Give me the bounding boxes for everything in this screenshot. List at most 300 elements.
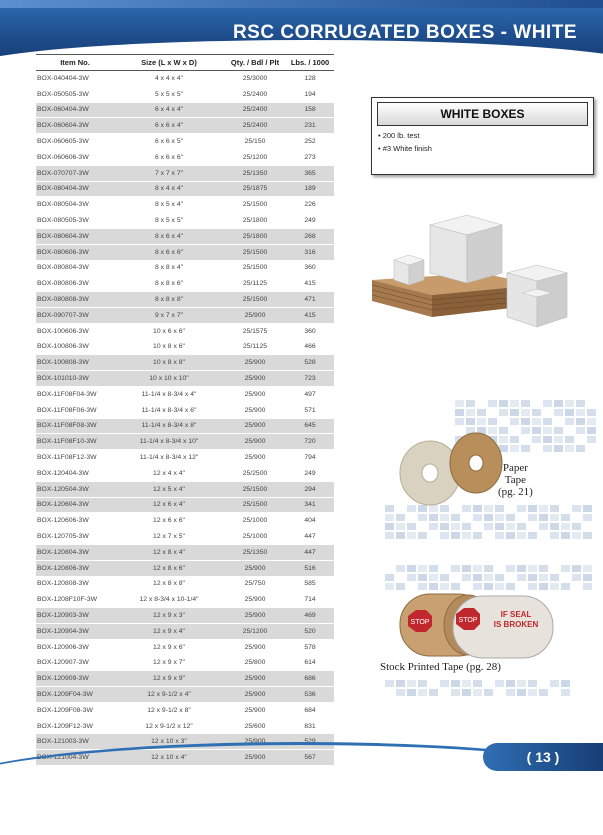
cell-size: 5 x 5 x 5" <box>114 86 224 102</box>
cell-qty: 25/1125 <box>224 339 286 355</box>
mosaic-tile <box>385 523 394 530</box>
cell-qty: 25/900 <box>224 450 286 466</box>
product-table-wrap <box>36 54 334 766</box>
mosaic-tile <box>543 427 552 434</box>
cell-qty: 25/1500 <box>224 260 286 276</box>
product-table <box>36 54 334 766</box>
cell-item-no: BOX-100606-3W <box>36 323 114 339</box>
mosaic-tile <box>418 514 427 521</box>
cell-qty: 25/1500 <box>224 197 286 213</box>
cell-item-no: BOX-120904-3W <box>36 623 114 639</box>
mosaic-tile <box>554 445 563 452</box>
cell-qty: 25/1125 <box>224 276 286 292</box>
table-row <box>36 718 334 734</box>
mosaic-tile <box>572 505 581 512</box>
mosaic-tile <box>396 680 405 687</box>
mosaic-tile <box>517 689 526 696</box>
cell-item-no: BOX-1209F04-3W <box>36 687 114 703</box>
mosaic-tile <box>396 532 405 539</box>
mosaic-tile <box>539 505 548 512</box>
seal-text: IF SEAL <box>500 610 532 619</box>
cell-lbs: 415 <box>286 276 334 292</box>
mosaic-tile <box>583 583 592 590</box>
cell-lbs: 415 <box>286 307 334 323</box>
cell-lbs: 404 <box>286 513 334 529</box>
table-row <box>36 371 334 387</box>
cell-qty: 25/900 <box>224 418 286 434</box>
cell-item-no: BOX-060404-3W <box>36 102 114 118</box>
table-row <box>36 450 334 466</box>
mosaic-tile <box>466 409 475 416</box>
mosaic-tile <box>565 400 574 407</box>
mosaic-tile <box>451 532 460 539</box>
cell-item-no: BOX-11F08F12-3W <box>36 450 114 466</box>
cell-lbs: 831 <box>286 718 334 734</box>
cell-size: 10 x 8 x 6" <box>114 339 224 355</box>
mosaic-tile <box>587 436 596 443</box>
table-row <box>36 418 334 434</box>
mosaic-tile <box>517 574 526 581</box>
mosaic-tile <box>528 514 537 521</box>
cell-item-no: BOX-060605-3W <box>36 134 114 150</box>
seal-text: IS BROKEN <box>493 620 539 629</box>
mosaic-tile <box>510 409 519 416</box>
mosaic-tile <box>550 680 559 687</box>
mosaic-tile <box>407 689 416 696</box>
table-body <box>36 71 334 766</box>
mosaic-tile <box>521 409 530 416</box>
mosaic-tile <box>543 418 552 425</box>
mosaic-tile <box>572 523 581 530</box>
cell-item-no: BOX-100808-3W <box>36 355 114 371</box>
mosaic-tile <box>539 574 548 581</box>
cell-qty: 25/1000 <box>224 513 286 529</box>
cell-size: 12 x 10 x 3" <box>114 734 224 750</box>
mosaic-tile <box>451 680 460 687</box>
cell-item-no: BOX-1209F08-3W <box>36 702 114 718</box>
mosaic-tile <box>484 514 493 521</box>
cell-lbs: 516 <box>286 560 334 576</box>
mosaic-tile <box>385 514 394 521</box>
cell-item-no: BOX-1209F12-3W <box>36 718 114 734</box>
cell-lbs: 316 <box>286 244 334 260</box>
cell-qty: 25/750 <box>224 576 286 592</box>
caption-line: Paper <box>502 462 528 474</box>
mosaic-tile <box>565 418 574 425</box>
table-row <box>36 687 334 703</box>
mosaic-tile <box>451 689 460 696</box>
cell-size: 12 x 8 x 4" <box>114 544 224 560</box>
cell-qty: 25/1200 <box>224 623 286 639</box>
mosaic-tile <box>506 565 515 572</box>
cell-item-no: BOX-080604-3W <box>36 228 114 244</box>
table-row <box>36 165 334 181</box>
cell-size: 12 x 9 x 9" <box>114 671 224 687</box>
mosaic-tile <box>539 689 548 696</box>
mosaic-tile <box>488 400 497 407</box>
table-row <box>36 86 334 102</box>
table-row <box>36 307 334 323</box>
mosaic-tile <box>554 427 563 434</box>
table-row <box>36 497 334 513</box>
mosaic-tile <box>554 409 563 416</box>
mosaic-tile <box>583 505 592 512</box>
cell-item-no: BOX-080804-3W <box>36 260 114 276</box>
mosaic-tile <box>407 680 416 687</box>
infobox-bullet: • 200 lb. test <box>378 131 420 140</box>
mosaic-tile <box>506 514 515 521</box>
cell-item-no: BOX-120903-3W <box>36 608 114 624</box>
cell-lbs: 365 <box>286 165 334 181</box>
cell-qty: 25/2400 <box>224 118 286 134</box>
cell-item-no: BOX-120808-3W <box>36 576 114 592</box>
cell-size: 12 x 8-3/4 x 10-1/4" <box>114 592 224 608</box>
cell-lbs: 252 <box>286 134 334 150</box>
cell-item-no: BOX-11F08F10-3W <box>36 434 114 450</box>
cell-item-no: BOX-050505-3W <box>36 86 114 102</box>
cell-qty: 25/1500 <box>224 497 286 513</box>
mosaic-tile <box>587 418 596 425</box>
cell-size: 10 x 6 x 6" <box>114 323 224 339</box>
cell-size: 6 x 6 x 6" <box>114 149 224 165</box>
mosaic-tile <box>528 505 537 512</box>
table-row <box>36 197 334 213</box>
mosaic-tile <box>521 400 530 407</box>
cell-qty: 25/900 <box>224 355 286 371</box>
mosaic-tile <box>462 532 471 539</box>
cell-item-no: BOX-060606-3W <box>36 149 114 165</box>
mosaic-tile <box>506 680 515 687</box>
mosaic-tile <box>583 532 592 539</box>
mosaic-tile <box>418 565 427 572</box>
mosaic-tile <box>572 574 581 581</box>
cell-qty: 25/600 <box>224 718 286 734</box>
cell-size: 8 x 8 x 4" <box>114 260 224 276</box>
mosaic-tile <box>484 565 493 572</box>
mosaic-tile <box>440 532 449 539</box>
cell-size: 4 x 4 x 4" <box>114 71 224 87</box>
mosaic-tile <box>429 689 438 696</box>
cell-qty: 25/900 <box>224 402 286 418</box>
cell-size: 6 x 4 x 4" <box>114 102 224 118</box>
cell-qty: 25/1350 <box>224 165 286 181</box>
cell-qty: 25/900 <box>224 687 286 703</box>
mosaic-tile <box>528 532 537 539</box>
cell-lbs: 231 <box>286 118 334 134</box>
table-row <box>36 576 334 592</box>
mosaic-tile <box>418 532 427 539</box>
cell-qty: 25/150 <box>224 134 286 150</box>
mosaic-tile <box>576 409 585 416</box>
cell-lbs: 294 <box>286 481 334 497</box>
cell-size: 12 x 9 x 3" <box>114 608 224 624</box>
stock-tape-caption: Stock Printed Tape (pg. 28) <box>380 661 501 673</box>
mosaic-tile <box>576 418 585 425</box>
mosaic-tile <box>510 400 519 407</box>
mosaic-tile <box>418 574 427 581</box>
mosaic-tile <box>396 514 405 521</box>
cell-lbs: 720 <box>286 434 334 450</box>
mosaic-tile <box>528 574 537 581</box>
table-row <box>36 181 334 197</box>
table-row <box>36 608 334 624</box>
cell-qty: 25/900 <box>224 386 286 402</box>
cell-qty: 25/800 <box>224 655 286 671</box>
mosaic-tile <box>396 689 405 696</box>
mosaic-tile <box>565 445 574 452</box>
cell-item-no: BOX-060604-3W <box>36 118 114 134</box>
cell-qty: 25/900 <box>224 434 286 450</box>
cell-qty: 25/2500 <box>224 465 286 481</box>
mosaic-tile <box>484 523 493 530</box>
mosaic-tile <box>539 514 548 521</box>
cell-item-no: BOX-120504-3W <box>36 481 114 497</box>
infobox-list <box>378 131 593 153</box>
cell-item-no: BOX-120606-3W <box>36 513 114 529</box>
cell-lbs: 536 <box>286 687 334 703</box>
mosaic-tile <box>517 523 526 530</box>
page-title: RSC CORRUGATED BOXES - WHITE <box>232 22 577 43</box>
mosaic-tile <box>407 523 416 530</box>
mosaic-tile <box>495 680 504 687</box>
cell-size: 11-1/4 x 8-3/4 x 12" <box>114 450 224 466</box>
cell-item-no: BOX-120909-3W <box>36 671 114 687</box>
cell-item-no: BOX-120806-3W <box>36 560 114 576</box>
mosaic-tile <box>550 505 559 512</box>
mosaic-tile <box>484 689 493 696</box>
mosaic-tile <box>473 689 482 696</box>
mosaic-tile <box>473 532 482 539</box>
cell-item-no: BOX-101010-3W <box>36 371 114 387</box>
mosaic-tile <box>462 523 471 530</box>
table-row <box>36 339 334 355</box>
mosaic-tile <box>440 523 449 530</box>
cell-qty: 25/1500 <box>224 481 286 497</box>
infobox-bullet: • #3 White finish <box>378 144 432 153</box>
cell-size: 12 x 4 x 4" <box>114 465 224 481</box>
mosaic-tile <box>539 523 548 530</box>
mosaic-tile <box>385 532 394 539</box>
table-row <box>36 260 334 276</box>
table-row <box>36 244 334 260</box>
mosaic-tile <box>495 532 504 539</box>
stop-sign-text: STOP <box>458 617 478 624</box>
table-row <box>36 386 334 402</box>
mosaic-tile <box>462 574 471 581</box>
cell-lbs: 723 <box>286 371 334 387</box>
mosaic-tile <box>407 574 416 581</box>
caption-line: (pg. 21) <box>498 486 533 498</box>
mosaic-tile <box>429 514 438 521</box>
table-row <box>36 355 334 371</box>
mosaic-tile <box>473 574 482 581</box>
table-row <box>36 149 334 165</box>
mosaic-tile <box>532 436 541 443</box>
mosaic-tile <box>565 436 574 443</box>
mosaic-tile <box>396 565 405 572</box>
cell-size: 12 x 6 x 4" <box>114 497 224 513</box>
paper-tape-caption <box>498 462 533 498</box>
cell-size: 12 x 6 x 6" <box>114 513 224 529</box>
cell-qty: 25/900 <box>224 371 286 387</box>
cell-item-no: BOX-090707-3W <box>36 307 114 323</box>
cell-lbs: 686 <box>286 671 334 687</box>
mosaic-tile <box>528 680 537 687</box>
mosaic-tile <box>517 505 526 512</box>
mosaic-tile <box>462 689 471 696</box>
mosaic-tile <box>587 427 596 434</box>
table-row <box>36 134 334 150</box>
cell-lbs: 794 <box>286 450 334 466</box>
infobox-title: WHITE BOXES <box>377 102 588 126</box>
cell-size: 12 x 9-1/2 x 4" <box>114 687 224 703</box>
mosaic-tile <box>495 523 504 530</box>
table-row <box>36 592 334 608</box>
cell-size: 10 x 10 x 10" <box>114 371 224 387</box>
cell-lbs: 469 <box>286 608 334 624</box>
cell-lbs: 226 <box>286 197 334 213</box>
cell-item-no: BOX-080505-3W <box>36 213 114 229</box>
mosaic-tile <box>528 565 537 572</box>
cell-item-no: BOX-120906-3W <box>36 639 114 655</box>
mosaic-tile <box>473 565 482 572</box>
cell-item-no: BOX-11F08F04-3W <box>36 386 114 402</box>
cell-size: 6 x 6 x 5" <box>114 134 224 150</box>
mosaic-tile <box>532 418 541 425</box>
cell-item-no: BOX-11F08F08-3W <box>36 418 114 434</box>
mosaic-tile <box>477 409 486 416</box>
col-header-qty: Qty. / Bdl / Plt <box>224 55 286 71</box>
cell-lbs: 249 <box>286 465 334 481</box>
table-row <box>36 529 334 545</box>
mosaic-tile <box>561 689 570 696</box>
cell-lbs: 128 <box>286 71 334 87</box>
cell-lbs: 341 <box>286 497 334 513</box>
cell-size: 12 x 9-1/2 x 8" <box>114 702 224 718</box>
cell-lbs: 571 <box>286 402 334 418</box>
table-row <box>36 276 334 292</box>
mosaic-tile <box>517 680 526 687</box>
cell-item-no: BOX-080504-3W <box>36 197 114 213</box>
mosaic-tile <box>385 680 394 687</box>
cell-item-no: BOX-120404-3W <box>36 465 114 481</box>
cell-size: 11-1/4 x 8-3/4 x 4" <box>114 386 224 402</box>
cell-qty: 25/1500 <box>224 292 286 308</box>
table-row <box>36 623 334 639</box>
mosaic-tile <box>385 583 394 590</box>
mosaic-tile <box>583 574 592 581</box>
mosaic-tile <box>484 574 493 581</box>
cell-qty: 25/900 <box>224 608 286 624</box>
cell-size: 10 x 8 x 8" <box>114 355 224 371</box>
cell-size: 11-1/4 x 8-3/4 x 8" <box>114 418 224 434</box>
white-boxes-image <box>372 205 597 345</box>
cell-lbs: 360 <box>286 323 334 339</box>
cell-qty: 25/2400 <box>224 102 286 118</box>
cell-size: 8 x 4 x 4" <box>114 181 224 197</box>
mosaic-tile <box>576 400 585 407</box>
cell-item-no: BOX-040404-3W <box>36 71 114 87</box>
cell-lbs: 645 <box>286 418 334 434</box>
table-row <box>36 513 334 529</box>
cell-qty: 25/900 <box>224 639 286 655</box>
mosaic-tile <box>550 532 559 539</box>
cell-qty: 25/1875 <box>224 181 286 197</box>
caption-line: Tape <box>504 474 527 486</box>
cell-item-no: BOX-080606-3W <box>36 244 114 260</box>
cell-lbs: 529 <box>286 734 334 750</box>
cell-item-no: BOX-120804-3W <box>36 544 114 560</box>
mosaic-tile <box>451 565 460 572</box>
mosaic-tile <box>561 680 570 687</box>
mosaic-tile <box>554 400 563 407</box>
table-row <box>36 544 334 560</box>
cell-size: 12 x 5 x 4" <box>114 481 224 497</box>
mosaic-tile <box>455 409 464 416</box>
mosaic-tile <box>517 532 526 539</box>
table-row <box>36 228 334 244</box>
cell-size: 12 x 9 x 6" <box>114 639 224 655</box>
cell-lbs: 497 <box>286 386 334 402</box>
cell-lbs: 614 <box>286 655 334 671</box>
mosaic-tile <box>521 427 530 434</box>
cell-size: 11-1/4 x 8-3/4 x 10" <box>114 434 224 450</box>
mosaic-tile <box>583 565 592 572</box>
cell-item-no: BOX-11F08F06-3W <box>36 402 114 418</box>
mosaic-tile <box>466 400 475 407</box>
cell-lbs: 249 <box>286 213 334 229</box>
table-row <box>36 323 334 339</box>
cell-lbs: 684 <box>286 702 334 718</box>
cell-size: 8 x 6 x 6" <box>114 244 224 260</box>
cell-size: 8 x 8 x 6" <box>114 276 224 292</box>
mosaic-tile <box>506 532 515 539</box>
cell-item-no: BOX-100806-3W <box>36 339 114 355</box>
mosaic-tile <box>385 505 394 512</box>
cell-lbs: 578 <box>286 639 334 655</box>
cell-item-no: BOX-1208F10F-3W <box>36 592 114 608</box>
mosaic-tile <box>418 680 427 687</box>
cell-qty: 25/900 <box>224 671 286 687</box>
cell-item-no: BOX-120907-3W <box>36 655 114 671</box>
mosaic-tile <box>418 689 427 696</box>
cell-size: 12 x 9 x 4" <box>114 623 224 639</box>
cell-size: 12 x 7 x 5" <box>114 529 224 545</box>
mosaic-tile <box>499 409 508 416</box>
cell-item-no: BOX-080808-3W <box>36 292 114 308</box>
mosaic-tile <box>543 445 552 452</box>
cell-size: 8 x 5 x 5" <box>114 213 224 229</box>
mosaic-tile <box>565 409 574 416</box>
mosaic-tile <box>429 523 438 530</box>
white-boxes-infobox <box>371 97 594 175</box>
mosaic-tile <box>429 565 438 572</box>
cell-lbs: 520 <box>286 623 334 639</box>
cell-lbs: 360 <box>286 260 334 276</box>
cell-size: 12 x 9 x 7" <box>114 655 224 671</box>
mosaic-tile <box>385 574 394 581</box>
cell-size: 7 x 7 x 7" <box>114 165 224 181</box>
mosaic-tile <box>499 400 508 407</box>
cell-lbs: 447 <box>286 544 334 560</box>
cell-lbs: 268 <box>286 228 334 244</box>
cell-lbs: 714 <box>286 592 334 608</box>
mosaic-tile <box>561 532 570 539</box>
table-row <box>36 560 334 576</box>
cell-item-no: BOX-121003-3W <box>36 734 114 750</box>
table-row <box>36 655 334 671</box>
mosaic-tile <box>429 574 438 581</box>
